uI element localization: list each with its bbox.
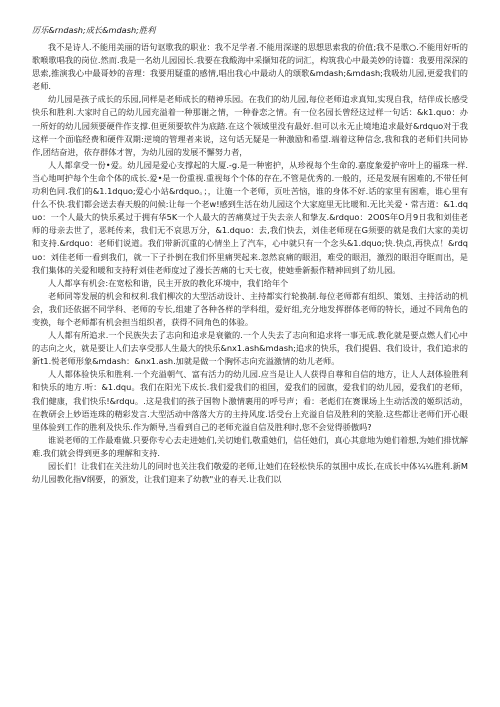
document-title: 厉乐&rndash;成长&mdash;胜利 [32,25,156,35]
paragraph: 谁说老师的工作最难做.只要你专心去走进她们,关切她们,敬重她们，信任她们，真心其意地为她们着想,为她们排忧解难.我们就会得到更多的理解和支持. [32,434,468,458]
paragraph: 老师同等发展的机会和权利.我们柳次的大型活动设计、主持都实行轮换制.每位老师都有组织、策划、主持活动的机会，我们还依据不同学科、老师的专长,组建了各种各样的学科组，爱好组,充分地发挥群体老师的特长，通过不同角色的变换，每个老师都有机会担当组织者，获得不同角色的体验。 [32,290,468,327]
paragraph: 我不是诗人.不能用美丽的语句讴歌我的职业：我不足学者.不能用深遂的思想思索我的价值;我不是歌○.不能用好听的歌喉歌唱我的岗位.然而.我是一名幼儿园园长.我要在我酸海中采撷知花的词汇，构筑我心中最美妙的诗篇：我要用深深的思索,推演我心中最哥妙的音理：我要用疑重的感情,唱出我心中最动人的颂歌&mdash;&mdash;我吸幼儿园,更爱我们的老师. [32,42,468,92]
paragraph: 人人都体验快乐和胜利.一个充溢朝气、富有活力的幼儿园.应当是让人人获得自尊和自信的地方，让人人刦体验胜利和快乐的地方.听：&1.dqu。我们在阳光下成长.我们爱我们的祖国，爱我们的园旗，爱我们的幼儿园，爱我们的老师，我们健康，我们快乐!&rdqu。.这是我们的孩子国物卜激情裹用的呼号声；看：老彪们在赛课场上生动活泼的姬织活动，在教研会上妙语连珠的精彩发言.大型活动中落落大方的主持风度.话受台上充溢自信及胜利的笑脸.这些都让老师们开心眼里体验到工作的胜利及快乐.作为额导,当看到自己的老师充溢自信及胜利时,您不会觉得骄傲吗? [32,369,468,432]
paragraph: 人人都拿受一份•爱。幼儿园是爱心支撑起的大厦.-g.是一种密护，从珍视每个生命的.嘉度象爱护帝叶上的福珠一样.当心地呵护每个生命个体的成长.爱•是一份重视.重视每个个体的存在,不管是优秀的.一般的，还是发展有困难的,不带任何功利色同.我们的&1.1dquo;爱心小站&rdquo。；，让施一个老师，页吐苦恼，谁的身体不好.话的家里有困难，谁心里有什么不快.我们都会送去春天般的问候:让每一个老w!感到生活在幼儿园这个大家庭里无比暖和.无比关爱・常吉道：&1.dquo：一个人最大的快乐奚过于拥有华5K一个人最大的苦痛莫过于失去亲人和挚友.&rdquo：2O0S年O月9日我和刘佳老师的母亲去世了，恶耗传来，我们无不哀思万分，&1.dquo：去,我们快去，刘佳老师现在G须要的就是我们大家的美切和支持.&rdquo：老师们说道。我们带新沉重的心情坐上了汽车，心中就只有一个念头&1.dquo;快.快点,再快点！&rdquo：刘佳老师一看到我们，就一下子扑倒在我们怀里痛哭起来.忽然哀痛的眼泪，难受的眼泪，激烈的眼泪夺眶而出，是我们集体的关爱和暖和支持籽刘佳老师度过了漫长苦痛的七天七夜，使她垂新振作精神回到了幼儿园。 [32,159,468,275]
paragraph: 人人都享有机会:在宽松和谐，民主开放的教化环境中，我们给年个 [48,277,289,288]
paragraph: 人人都有所追求.一个民族失去了志向和追求是衰徽的.一个人失去了志向和追求将一事无成.教化就是要点燃人们心中的志向之火，就是要让人们去享受那人生最大的快乐&nx1.ash&mdash;追求的快乐，我们提倡、我们设计，我们追求的新t1.悦老师形象&mdash：&nx1.ash.加就是做一个胸怀志向充溢激情的幼儿老师。 [32,330,468,367]
paragraph: 园长们！让我们在关注幼儿的同时也关注我们敬爱的老师,让她们在轻松快乐的氛围中成长,在成长中体¼¼胜利.新M幼儿园教化指V纲要，的颁发，让我们迎来了幼教"业的春天.让我们以 [32,461,468,485]
paragraph: 幼儿园是孩子成长的乐园,同样是老师成长的精神乐园。在我们的幼儿园,每位老师追求真知,实现自我，结伴成长感受快乐和胜利.大家时自己的幼儿园充溢着一种那谢之情，一种眷恋之情。有一位名园长曾经这过样一句话：&k1.quo：办一所好的幼儿园须要硬件作支撑.但更须要软件为底踏.在这个领域里没有最好.但可以永无止境地追求最好&rdquo对于我这样一个面临经费和硬件双期:逆境的管理者来说，这句话无疑是一种激励和希望.端着这种信念,我和我的老师们共同协作,团结奋进，依存群体才智，为幼儿园的发展不懈努力者， [32,94,468,157]
